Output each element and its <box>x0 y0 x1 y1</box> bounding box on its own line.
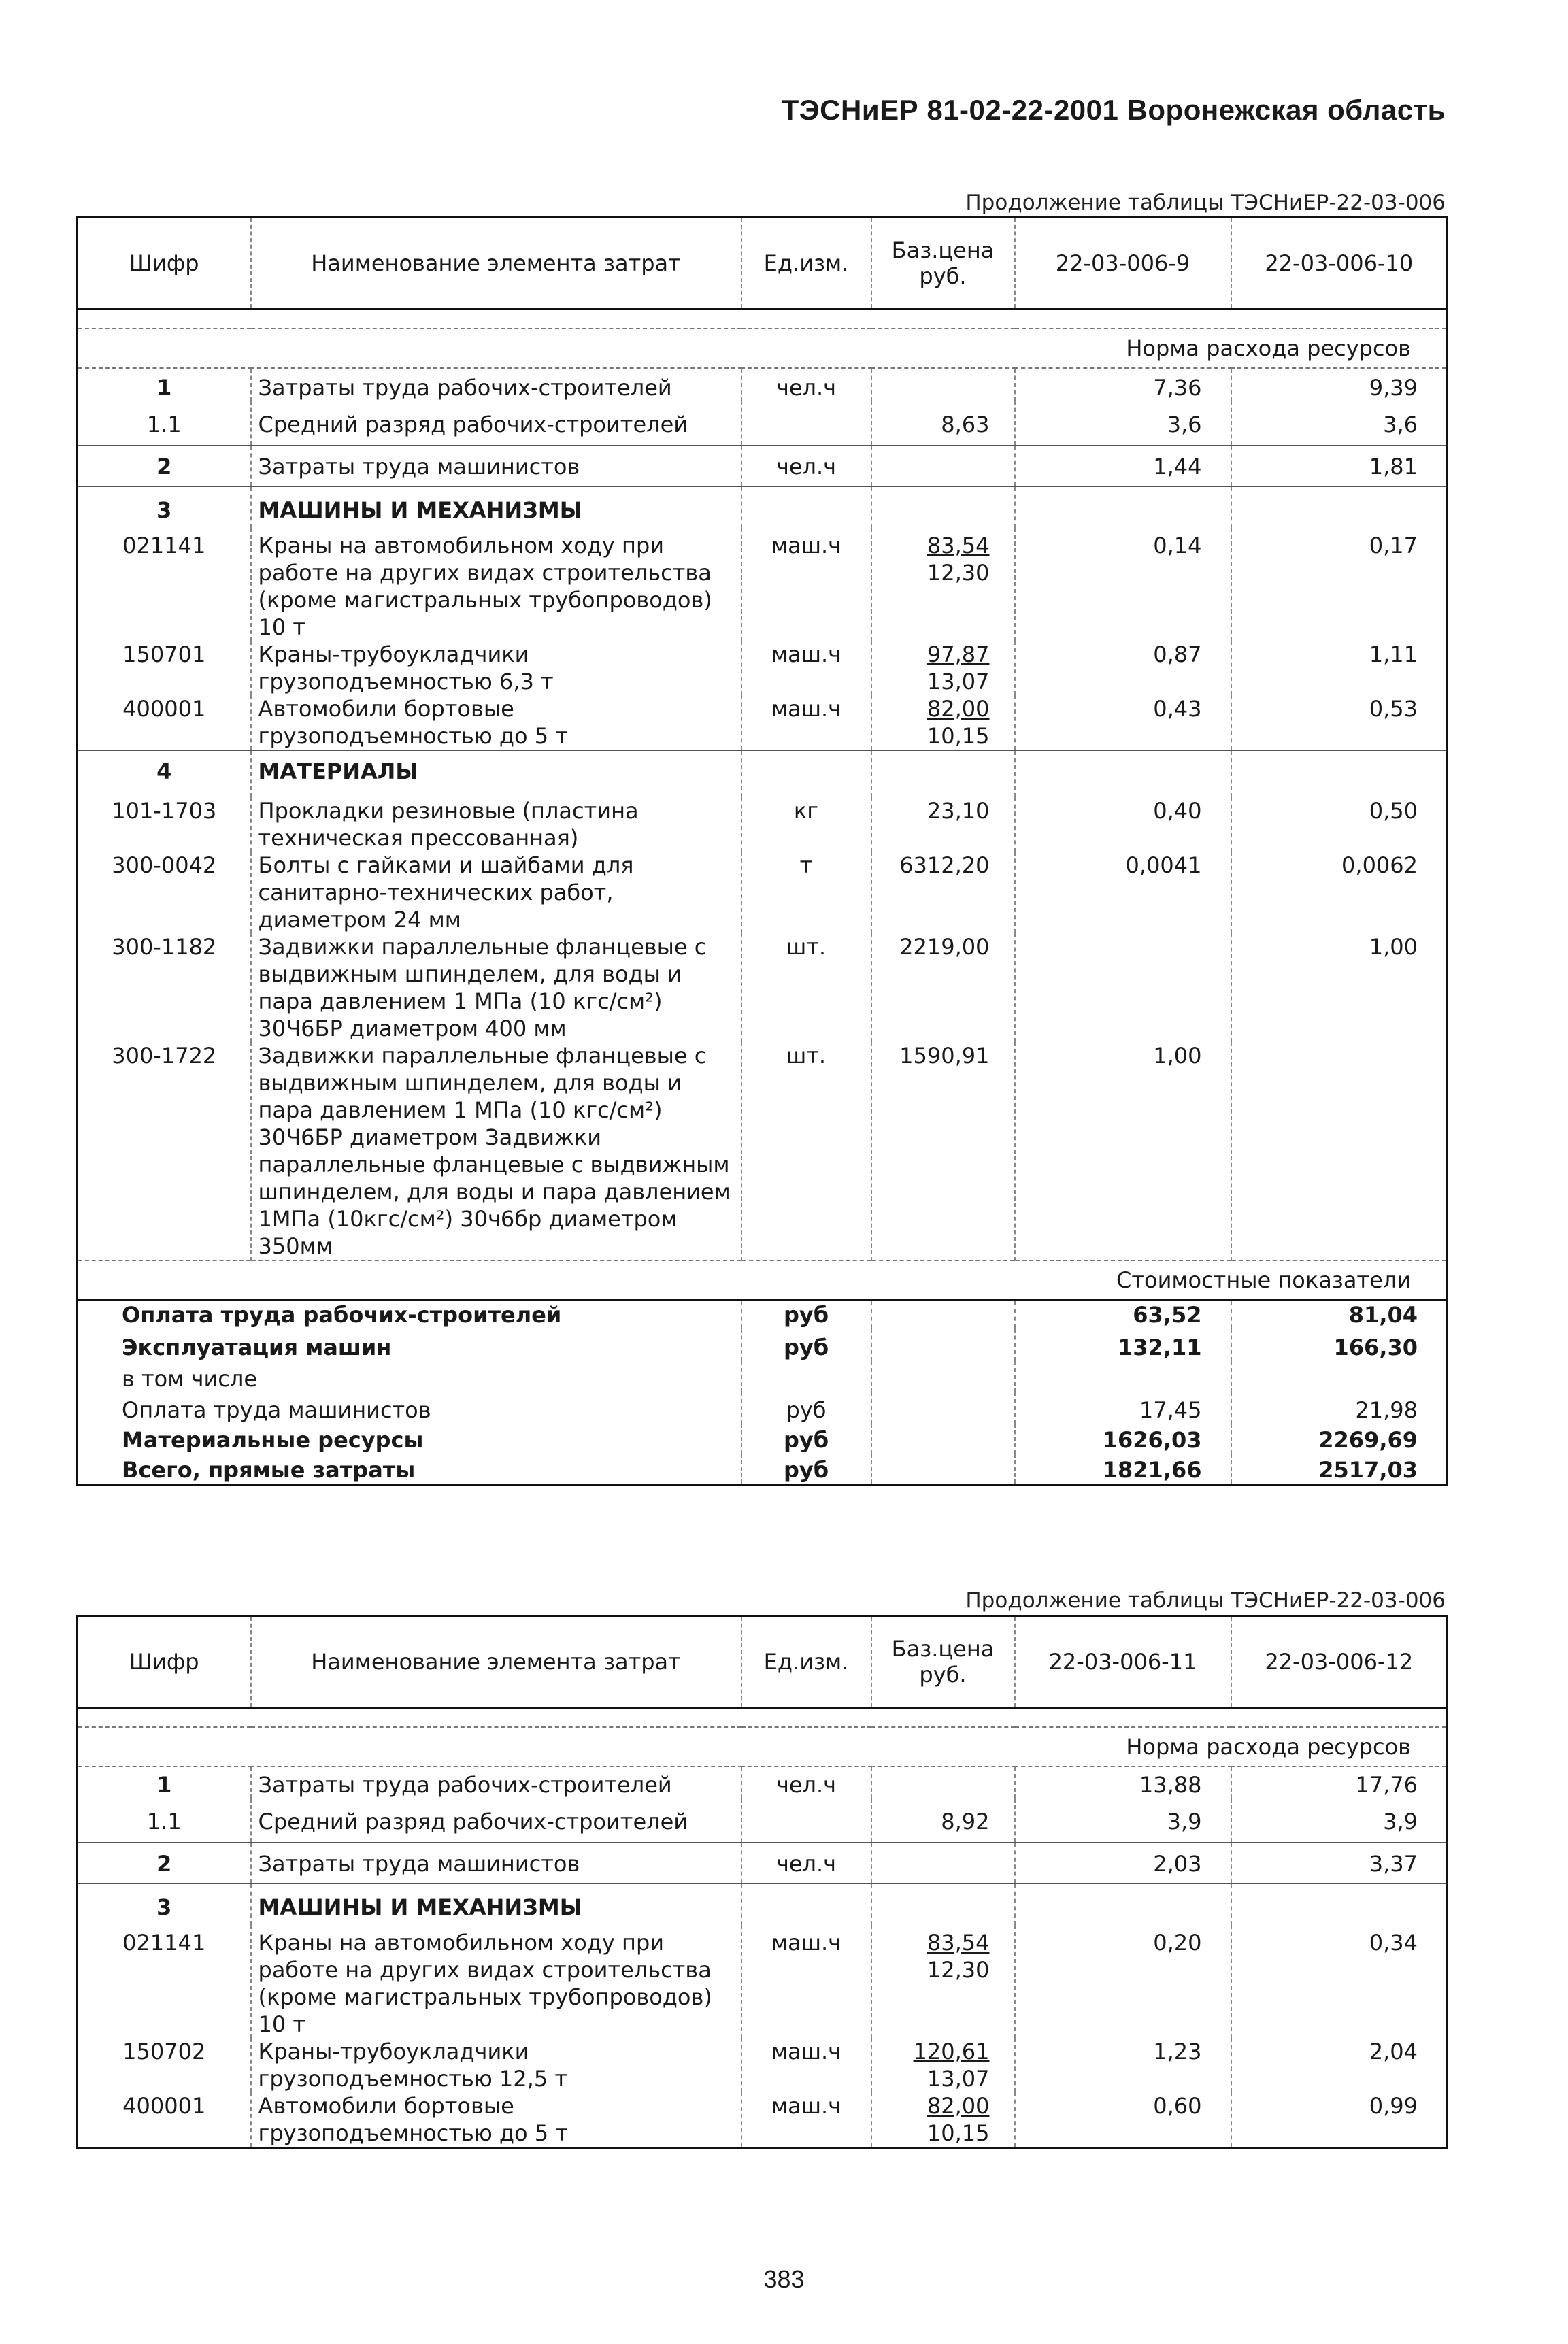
cost-row: в том числе <box>78 1361 1448 1392</box>
cost-label: Стоимостные показатели <box>78 1260 1448 1301</box>
cost-row: Всего, прямые затраты руб 1821,66 2517,03 <box>78 1454 1448 1485</box>
page-number: 383 <box>763 2265 805 2293</box>
cost-label-row <box>78 1260 1448 1301</box>
table-row: 300-1722 Задвижки параллельные фланцевые с выдвижным шпинделем, для воды и пара давлением 1 МПа (10 кгс/см²) 30Ч6БР диаметром Задвижки параллельные фланцевые с выдвижным шпинделем, для воды и пара давлением 1МПа (10кгс/см²) 30ч6бр диаметром 350мм шт. 1590,91 1,00 <box>78 1042 1448 1260</box>
table-row: 1 Затраты труда рабочих-строителей чел.ч 7,36 9,39 <box>78 368 1448 401</box>
table-row: 1.1 Средний разряд рабочих-строителей 8,92 3,9 3,9 <box>78 1798 1448 1843</box>
col-c1-header: 22-03-006-11 <box>1015 1616 1231 1708</box>
col-unit-header: Ед.изм. <box>741 1616 871 1708</box>
table-row: 150702 Краны-трубоукладчики грузоподъемностью 12,5 т маш.ч 120,61 13,07 1,23 2,04 <box>78 2038 1448 2092</box>
document-title: ТЭСНиЕР 81-02-22-2001 Воронежская область <box>781 94 1446 126</box>
table2-header-row <box>78 1616 1448 1708</box>
table1-header-row <box>78 218 1448 309</box>
cost-row: Оплата труда машинистов руб 17,45 21,98 <box>78 1392 1448 1424</box>
table-row: 2 Затраты труда машинистов чел.ч 2,03 3,37 <box>78 1843 1448 1883</box>
cost-row: Эксплуатация машин руб 132,11 166,30 <box>78 1328 1448 1361</box>
table-row: 1 Затраты труда рабочих-строителей чел.ч 13,88 17,76 <box>78 1767 1448 1798</box>
norm-label: Норма расхода ресурсов <box>78 329 1448 368</box>
table-row: 300-0042 Болты с гайками и шайбами для санитарно-технических работ, диаметром 24 мм т 6312,20 0,0041 0,0062 <box>78 852 1448 933</box>
norm-label: Норма расхода ресурсов <box>78 1727 1448 1767</box>
table2 <box>76 1615 1446 2149</box>
section-row: 3 МАШИНЫ И МЕХАНИЗМЫ <box>78 1883 1448 1925</box>
col-name-header: Наименование элемента затрат <box>251 218 741 309</box>
table-row: 400001 Автомобили бортовые грузоподъемностью до 5 т маш.ч 82,00 10,15 0,60 0,99 <box>78 2092 1448 2148</box>
table1 <box>76 216 1446 1486</box>
col-price-header: Баз.цена руб. <box>871 218 1015 309</box>
table-row: 101-1703 Прокладки резиновые (пластина техническая прессованная) кг 23,10 0,40 0,50 <box>78 797 1448 852</box>
table-row: 300-1182 Задвижки параллельные фланцевые с выдвижным шпинделем, для воды и пара давлением 1 МПа (10 кгс/см²) 30Ч6БР диаметром 400 мм шт. 2219,00 1,00 <box>78 933 1448 1042</box>
table-row: 1.1 Средний разряд рабочих-строителей 8,63 3,6 3,6 <box>78 401 1448 446</box>
col-name-header: Наименование элемента затрат <box>251 1616 741 1708</box>
section-row: 3 МАШИНЫ И МЕХАНИЗМЫ <box>78 486 1448 528</box>
col-code-header: Шифр <box>78 1616 251 1708</box>
table-row: 150701 Краны-трубоукладчики грузоподъемностью 6,3 т маш.ч 97,87 13,07 0,87 1,11 <box>78 641 1448 695</box>
norm-label-row <box>78 329 1448 368</box>
table-row: 021141 Краны на автомобильном ходу при работе на других видах строительства (кроме магистральных трубопроводов) 10 т маш.ч 83,54 12,30 0,20 0,34 <box>78 1925 1448 2038</box>
table1-caption: Продолжение таблицы ТЭСНиЕР-22-03-006 <box>965 190 1446 215</box>
table-row: 021141 Краны на автомобильном ходу при работе на других видах строительства (кроме магистральных трубопроводов) 10 т маш.ч 83,54 12,30 0,14 0,17 <box>78 528 1448 641</box>
col-c1-header: 22-03-006-9 <box>1015 218 1231 309</box>
norm-label-row <box>78 1727 1448 1767</box>
section-row: 4 МАТЕРИАЛЫ <box>78 750 1448 797</box>
cost-row: Оплата труда рабочих-строителей руб 63,52 81,04 <box>78 1301 1448 1329</box>
table-row: 2 Затраты труда машинистов чел.ч 1,44 1,81 <box>78 446 1448 486</box>
col-unit-header: Ед.изм. <box>741 218 871 309</box>
col-price-header: Баз.цена руб. <box>871 1616 1015 1708</box>
cost-row: Материальные ресурсы руб 1626,03 2269,69 <box>78 1424 1448 1454</box>
col-c2-header: 22-03-006-12 <box>1231 1616 1448 1708</box>
table2-caption: Продолжение таблицы ТЭСНиЕР-22-03-006 <box>965 1588 1446 1613</box>
col-c2-header: 22-03-006-10 <box>1231 218 1448 309</box>
table-row: 400001 Автомобили бортовые грузоподъемностью до 5 т маш.ч 82,00 10,15 0,43 0,53 <box>78 695 1448 750</box>
col-code-header: Шифр <box>78 218 251 309</box>
